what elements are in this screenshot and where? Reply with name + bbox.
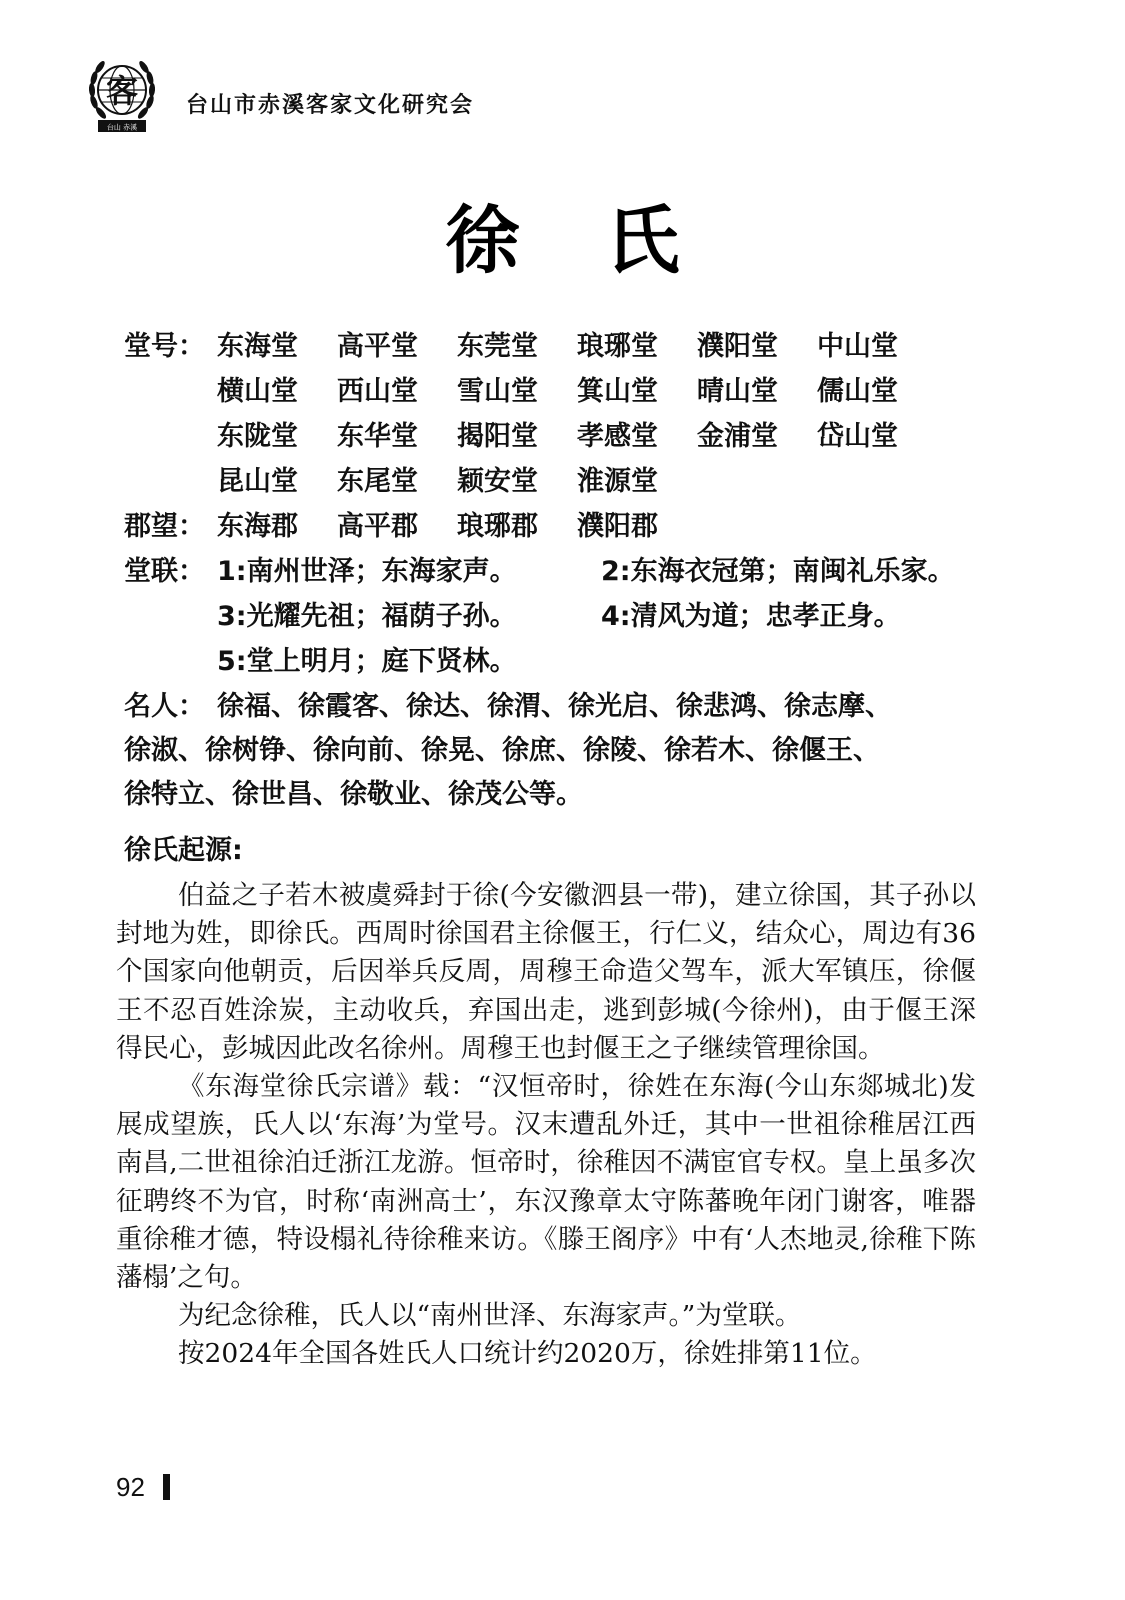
tanglian-item: 3:光耀先祖；福荫子孙。 [217, 601, 517, 632]
tanglian-item: 1:南州世泽；东海家声。 [217, 556, 517, 587]
tanghao-item: 淮源堂 [577, 466, 658, 497]
tanghao-item: 西山堂 [337, 376, 418, 407]
tanglian-label: 堂联： [124, 556, 205, 587]
tanghao-item: 箕山堂 [577, 376, 658, 407]
junwang-label: 郡望： [124, 511, 205, 542]
tanghao-item: 昆山堂 [217, 466, 298, 497]
title-char-1: 徐 [445, 198, 520, 284]
origin-heading: 徐氏起源: [124, 835, 243, 866]
tanghao-item: 儒山堂 [817, 376, 898, 407]
tanghao-item: 雪山堂 [457, 376, 538, 407]
tanghao-label: 堂号： [124, 331, 205, 362]
tanghao-item: 岱山堂 [817, 421, 898, 452]
tanglian-item: 5:堂上明月；庭下贤林。 [217, 646, 517, 677]
association-logo [84, 52, 160, 136]
page-number: 92 [116, 1472, 145, 1502]
origin-paragraph: 《东海堂徐氏宗谱》载：“汉恒帝时，徐姓在东海(今山东郯城北)发展成望族，氏人以‘东海’为堂号。汉末遭乱外迁，其中一世祖徐稚居江西南昌,二世祖徐泊迁浙江龙游。恒帝时，徐稚因不满宦官专权。皇上虽多次征聘终不为官，时称‘南洲高士’，东汉豫章太守陈蕃晚年闭门谢客，唯器重徐稚才德，特设榻礼待徐稚来访。《滕王阁序》中有‘人杰地灵,徐稚下陈藩榻’之句。 [116, 1071, 976, 1294]
tanghao-item: 晴山堂 [697, 376, 778, 407]
origin-paragraph: 伯益之子若木被虞舜封于徐(今安徽泗县一带)，建立徐国，其子孙以封地为姓，即徐氏。西周时徐国君主徐偃王，行仁义，结众心，周边有36个国家向他朝贡，后因举兵反周，周穆王命造父驾车，派大军镇压，徐偃王不忍百姓涂炭，主动收兵，弃国出走，逃到彭城(今徐州)，由于偃王深得民心，彭城因此改名徐州。周穆王也封偃王之子继续管理徐国。 [116, 880, 976, 1064]
page-title [0, 182, 1125, 288]
mingren-label: 名人： [124, 691, 205, 722]
origin-text [116, 877, 976, 1374]
tanghao-item: 横山堂 [217, 376, 298, 407]
tanghao-item: 高平堂 [337, 331, 418, 362]
tanghao-item: 孝感堂 [577, 421, 658, 452]
tanghao-item: 东华堂 [337, 421, 418, 452]
junwang-item: 东海郡 [217, 511, 298, 542]
mingren-line: 徐特立、徐世昌、徐敬业、徐茂公等。 [124, 779, 583, 810]
junwang-item: 琅琊郡 [457, 511, 538, 542]
svg-text:台山 赤溪: 台山 赤溪 [106, 123, 138, 132]
tanghao-item: 颖安堂 [457, 466, 538, 497]
tanghao-item: 中山堂 [817, 331, 898, 362]
tanglian-item: 4:清风为道；忠孝正身。 [601, 601, 901, 632]
mingren-line: 徐淑、徐树铮、徐向前、徐晃、徐庶、徐陵、徐若木、徐偃王、 [124, 735, 880, 766]
tanghao-item: 琅琊堂 [577, 331, 658, 362]
tanghao-item: 东海堂 [217, 331, 298, 362]
mingren-line: 徐福、徐霞客、徐达、徐渭、徐光启、徐悲鸿、徐志摩、 [217, 691, 892, 722]
svg-text:客: 客 [105, 72, 139, 110]
tanghao-item: 金浦堂 [697, 421, 778, 452]
origin-paragraph: 按2024年全国各姓氏人口统计约2020万，徐姓排第11位。 [178, 1338, 877, 1370]
tanghao-item: 东陇堂 [217, 421, 298, 452]
junwang-item: 高平郡 [337, 511, 418, 542]
junwang-item: 濮阳郡 [577, 511, 658, 542]
tanghao-item: 东尾堂 [337, 466, 418, 497]
origin-paragraph: 为纪念徐稚，氏人以“南州世泽、东海家声。”为堂联。 [178, 1300, 802, 1332]
tanghao-item: 东莞堂 [457, 331, 538, 362]
title-char-2: 氏 [605, 198, 680, 284]
tanghao-item: 揭阳堂 [457, 421, 538, 452]
organization-name: 台山市赤溪客家文化研究会 [186, 92, 475, 118]
page-number-bar [163, 1474, 170, 1500]
tanghao-item: 濮阳堂 [697, 331, 778, 362]
tanglian-item: 2:东海衣冠第；南闽礼乐家。 [601, 556, 955, 587]
